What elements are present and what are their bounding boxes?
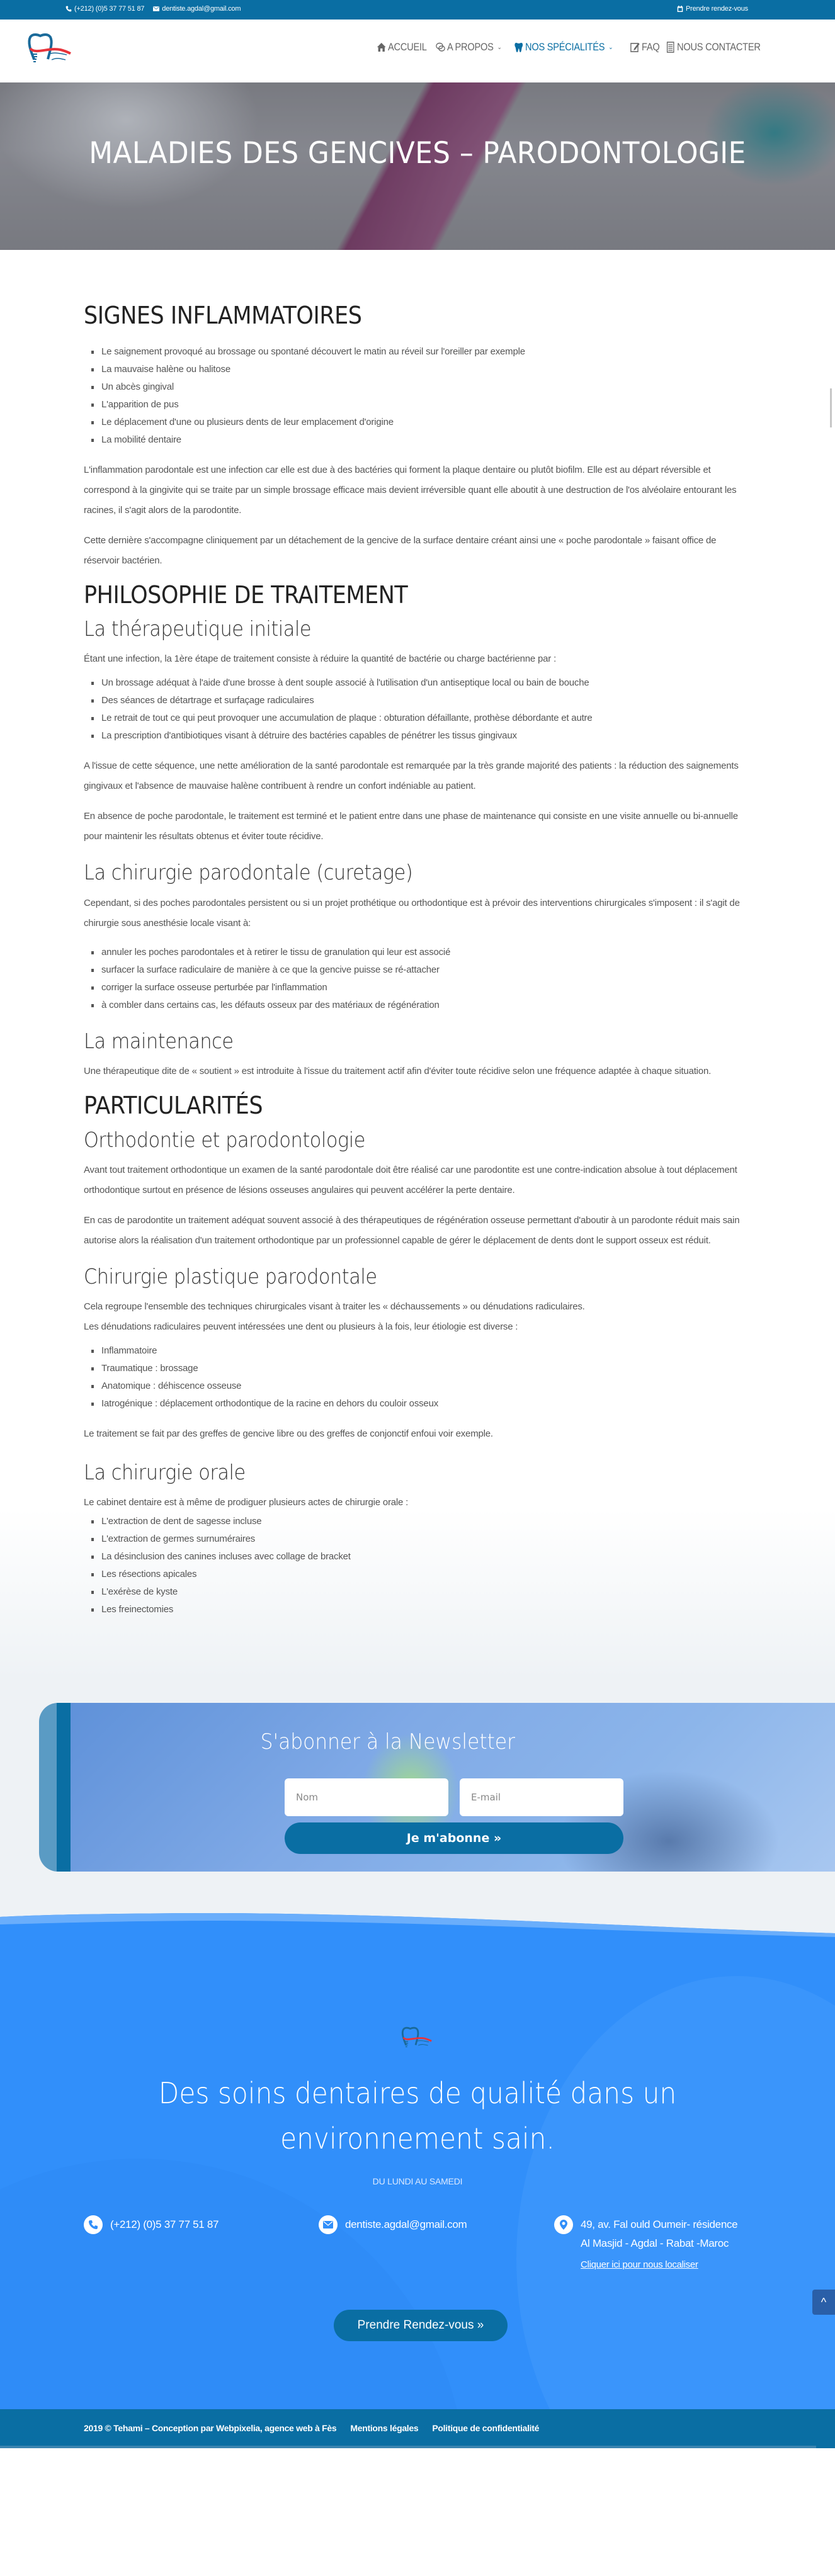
appointment-button[interactable]: Prendre Rendez-vous » (334, 2310, 508, 2341)
list-item: L'extraction de dent de sagesse incluse (89, 1513, 751, 1530)
paragraph: En cas de parodontite un traitement adéquat souvent associé à des thérapeutiques de régénération osseuse permettant d'aboutir à un parodonte réduit mais sain autorise alors la réalisation d'un traitement orthodontique par un professionnel capable de gérer le déplacement de dents dont le support osseux est réduit. (84, 1214, 740, 1246)
site-footer (0, 1894, 835, 2448)
subsection-title: La chirurgie orale (84, 1460, 246, 1485)
legal-link[interactable]: Mentions légales (350, 2423, 419, 2434)
topbar-email[interactable]: dentiste.agdal@gmail.com (153, 5, 241, 13)
paragraph: A l'issue de cette séquence, une nette amélioration de la santé parodontale est remarquée par la très grande majorité des patients : la réduction des saignements gingivaux et l'absence de mauvaise halène contribuent à rendre un confort indéniable au patient. (84, 760, 739, 792)
section-title: PARTICULARITÉS (84, 1091, 263, 1119)
subsection-title: La maintenance (84, 1028, 234, 1053)
nav-a-propos[interactable]: A PROPOS ⌄ (436, 41, 502, 54)
nav-nos-specialites[interactable]: NOS SPÉCIALITÉS ⌄ (514, 41, 613, 54)
envelope-circle-icon (319, 2215, 338, 2234)
back-to-top-button[interactable] (812, 2290, 835, 2315)
paragraph: Cette dernière s'accompagne cliniquement par un détachement de la gencive de la surface dentaire créant ainsi une « poche parodontale » faisant office de réservoir bactérien. (84, 534, 717, 566)
paragraph: Le traitement se fait par des greffes de gencive libre ou des greffes de conjonctif enfoui voir exemple. (84, 1428, 493, 1440)
list-item: Le retrait de tout ce qui peut provoquer une accumulation de plaque : obturation défaillante, prothèse débordante et autre (89, 709, 751, 727)
footer-bottom-bar (0, 2409, 835, 2448)
treatment-list (89, 674, 751, 745)
paragraph: L'inflammation parodontale est une infection car elle est due à des bactéries qui forment la plaque dentaire ou plutôt biofilm. Elle est au départ réversible et correspond à la gingivite qui se traite par un simple brossage efficace mais devient irréversible quant elle aboutit à une destruction de l'os alvéolaire entourant les racines, il s'agit alors de la parodontite. (84, 464, 737, 516)
footer-address (554, 2215, 744, 2270)
contact-form-icon (666, 42, 675, 53)
wave-divider (0, 1894, 835, 1942)
chevron-down-icon: ⌄ (497, 43, 502, 51)
paragraph: Cela regroupe l'ensemble des techniques chirurgicales visant à traiter les « déchaussements » ou dénudations radiculaires. (84, 1301, 585, 1313)
topbar-phone[interactable]: (+212) (0)5 37 77 51 87 (65, 5, 144, 13)
envelope-icon (153, 6, 159, 12)
list-item: L'apparition de pus (89, 396, 751, 414)
decor-circle (516, 1976, 835, 2448)
newsletter-section (0, 1680, 835, 1894)
list-item: Les freinectomies (89, 1601, 751, 1618)
logo[interactable] (23, 31, 73, 69)
horizontal-scrollbar[interactable] (0, 2446, 816, 2448)
paragraph: Le cabinet dentaire est à même de prodiguer plusieurs actes de chirurgie orale : (84, 1497, 409, 1508)
symptoms-list (89, 343, 751, 449)
list-item: annuler les poches parodontales et à retirer le tissu de granulation qui leur est associé (89, 944, 751, 961)
list-item: Un brossage adéquat à l'aide d'une brosse à dent souple associé à l'utilisation d'un antiseptique local ou bain de bouche (89, 674, 751, 692)
footer-phone[interactable]: (+212) (0)5 37 77 51 87 (84, 2215, 219, 2234)
footer-email[interactable]: dentiste.agdal@gmail.com (319, 2215, 467, 2234)
locate-link[interactable]: Cliquer ici pour nous localiser (581, 2259, 698, 2271)
main-content (0, 250, 835, 1680)
paragraph: Étant une infection, la 1ère étape de traitement consiste à réduire la quantité de bactérie ou charge bactérienne par : (84, 653, 557, 665)
address-text: 49, av. Fal ould Oumeir- résidence Al Masjid - Agdal - Rabat -Maroc (581, 2218, 738, 2250)
paragraph: Avant tout traitement orthodontique un examen de la santé parodontale doit être réalisé car une parodontite est une contre-indication absolue à tout déplacement orthodontique surtout en présence de lésions osseuses angulaires qui peuvent accélérer la perte dentaire. (84, 1164, 737, 1195)
subsection-title: Orthodontie et parodontologie (84, 1127, 365, 1152)
nav-nous-contacter[interactable]: NOUS CONTACTER (666, 41, 761, 54)
list-item: La prescription d'antibiotiques visant à détruire des bactéries capables de pénétrer les tissus gingivaux (89, 727, 751, 745)
phone-circle-icon (84, 2215, 103, 2234)
copyright-text: 2019 © Tehami – Conception par Webpixelia, agence web à Fès (84, 2423, 337, 2434)
chat-bubbles-icon (436, 42, 445, 53)
decor-circle (0, 2159, 466, 2448)
paragraph: En absence de poche parodontale, le traitement est terminé et le patient entre dans une phase de maintenance qui consiste en une visite annuelle ou bi-annuelle pour maintenir les résultats obtenus et éviter toute récidive. (84, 811, 738, 842)
list-item: à combler dans certains cas, les défauts osseux par des matériaux de régénération (89, 997, 751, 1014)
topbar-appointment-link[interactable]: Prendre rendez-vous (677, 5, 748, 13)
list-item: Inflammatoire (89, 1342, 751, 1360)
email-input[interactable] (460, 1778, 623, 1816)
top-bar (0, 0, 835, 20)
page-title: MALADIES DES GENCIVES – PARODONTOLOGIE (89, 136, 746, 171)
home-icon (377, 42, 386, 53)
subsection-title: Chirurgie plastique parodontale (84, 1263, 377, 1289)
opening-hours: DU LUNDI AU SAMEDI (372, 2176, 463, 2187)
main-nav (377, 41, 766, 54)
tooth-icon (514, 42, 523, 53)
list-item: Le déplacement d'une ou plusieurs dents de leur emplacement d'origine (89, 414, 751, 431)
surgery-list (89, 944, 751, 1014)
subsection-title: La chirurgie parodontale (curetage) (84, 860, 413, 885)
subscribe-button[interactable]: Je m'abonne » (285, 1822, 623, 1854)
section-title: SIGNES INFLAMMATOIRES (84, 302, 362, 329)
calendar-icon (677, 6, 683, 12)
list-item: La désinclusion des canines incluses avec collage de bracket (89, 1548, 751, 1566)
footer-logo[interactable] (385, 2020, 448, 2064)
map-pin-icon (554, 2215, 573, 2234)
nav-accueil[interactable]: ACCUEIL (377, 41, 427, 54)
footer-tagline: Des soins dentaires de qualité dans un environnement sain. (158, 2076, 677, 2156)
list-item: surfacer la surface radiculaire de manière à ce que la gencive puisse se ré-attacher (89, 961, 751, 979)
list-item: La mobilité dentaire (89, 431, 751, 449)
list-item: L'extraction de germes surnuméraires (89, 1530, 751, 1548)
hero-banner (0, 82, 835, 250)
name-input[interactable] (285, 1778, 448, 1816)
chevron-down-icon: ⌄ (608, 43, 613, 51)
etiology-list (89, 1342, 751, 1413)
paragraph: Une thérapeutique dite de « soutient » est introduite à l'issue du traitement actif afin d'éviter toute récidive selon une fréquence adaptée à chaque situation. (84, 1065, 712, 1076)
paragraph: Cependant, si des poches parodontales persistent ou si un projet prothétique ou orthodontique est à prévoir des interventions chirurgicales s'imposent : il s'agit de chirurgie sous anesthésie locale visant à: (84, 897, 740, 929)
paragraph: Les dénudations radiculaires peuvent intéressées une dent ou plusieurs à la fois, leur étiologie est diverse : (84, 1321, 518, 1333)
list-item: Iatrogénique : déplacement orthodontique de la racine en dehors du couloir osseux (89, 1395, 751, 1413)
newsletter-panel (39, 1703, 835, 1872)
privacy-link[interactable]: Politique de confidentialité (432, 2423, 540, 2434)
chevron-up-icon: ^ (821, 2296, 827, 2309)
edit-icon (630, 42, 640, 53)
scrollbar-thumb[interactable] (830, 388, 832, 427)
list-item: corriger la surface osseuse perturbée par l'inflammation (89, 979, 751, 997)
list-item: Un abcès gingival (89, 378, 751, 396)
newsletter-title: S'abonner à la Newsletter (260, 1729, 515, 1755)
list-item: La mauvaise halène ou halitose (89, 361, 751, 378)
list-item: Anatomique : déhiscence osseuse (89, 1377, 751, 1395)
phone-icon (65, 6, 72, 12)
list-item: Des séances de détartrage et surfaçage radiculaires (89, 692, 751, 709)
oral-surgery-list (89, 1513, 751, 1618)
list-item: L'exérèse de kyste (89, 1583, 751, 1601)
list-item: Le saignement provoqué au brossage ou spontané découvert le matin au réveil sur l'oreiller par exemple (89, 343, 751, 361)
section-title: PHILOSOPHIE DE TRAITEMENT (84, 580, 408, 609)
list-item: Traumatique : brossage (89, 1360, 751, 1377)
nav-faq[interactable]: FAQ (630, 41, 660, 54)
subsection-title: La thérapeutique initiale (84, 616, 312, 641)
list-item: Les résections apicales (89, 1566, 751, 1583)
site-header (0, 20, 835, 82)
